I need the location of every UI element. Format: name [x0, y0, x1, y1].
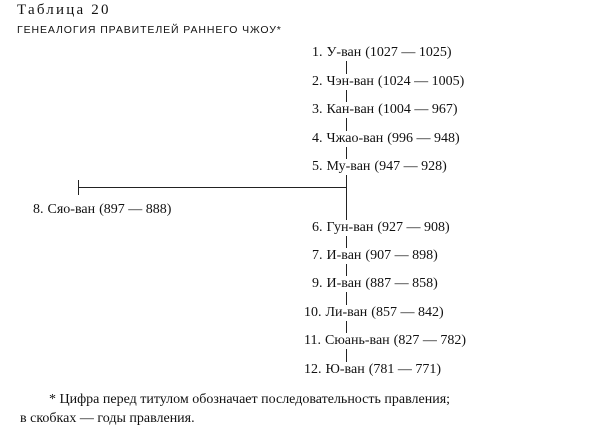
ruler-number: 4.: [312, 131, 323, 146]
ruler-years: (947 — 928): [374, 159, 447, 174]
ruler-number: 11.: [304, 333, 321, 348]
ruler-number: 10.: [304, 305, 322, 320]
ruler-years: (827 — 782): [393, 333, 466, 348]
ruler-name: И-ван: [326, 248, 362, 263]
footnote-line-2: в скобках — годы правления.: [20, 411, 195, 426]
ruler-name: Му-ван: [326, 159, 371, 174]
ruler-entry-5: [311, 159, 448, 175]
ruler-entry-3: [311, 102, 458, 118]
ruler-years: (927 — 908): [377, 220, 450, 235]
ruler-number: 5.: [312, 159, 323, 174]
ruler-years: (1027 — 1025): [365, 45, 452, 60]
ruler-number: 3.: [312, 102, 323, 117]
branch-horizontal-line: [78, 187, 347, 188]
ruler-number: 6.: [312, 220, 323, 235]
ruler-name: Чжао-ван: [326, 131, 384, 146]
ruler-years: (857 — 842): [371, 305, 444, 320]
ruler-entry-10: [303, 305, 445, 321]
ruler-entry-7: [311, 248, 439, 264]
ruler-name: Чэн-ван: [326, 74, 374, 89]
ruler-years: (897 — 888): [99, 202, 172, 217]
branch-vertical-tick: [78, 180, 79, 195]
ruler-name: Кан-ван: [326, 102, 375, 117]
ruler-name: И-ван: [326, 276, 362, 291]
ruler-years: (1024 — 1005): [377, 74, 465, 89]
table-title: ГЕНЕАЛОГИЯ ПРАВИТЕЛЕЙ РАННЕГО ЧЖОУ*: [17, 24, 282, 36]
ruler-entry-2: [311, 74, 465, 90]
ruler-years: (887 — 858): [365, 276, 438, 291]
ruler-name: Сяо-ван: [47, 202, 96, 217]
ruler-number: 1.: [312, 45, 323, 60]
ruler-number: 7.: [312, 248, 323, 263]
ruler-years: (1004 — 967): [378, 102, 458, 117]
ruler-entry-4: [311, 131, 461, 147]
ruler-number: 2.: [312, 74, 323, 89]
ruler-entry-1: [311, 45, 453, 61]
ruler-entry-11: [303, 333, 467, 349]
ruler-name: Гун-ван: [326, 220, 374, 235]
ruler-name: Ю-ван: [325, 362, 365, 377]
footnote: [20, 390, 569, 428]
table-number: Таблица 20: [17, 2, 111, 18]
ruler-number: 12.: [304, 362, 322, 377]
ruler-name: Ли-ван: [325, 305, 368, 320]
ruler-entry-8-branch: [32, 202, 172, 218]
ruler-entry-6: [311, 220, 451, 236]
footnote-line-1: * Цифра перед титулом обозначает последовательность правления;: [49, 392, 451, 407]
ruler-years: (781 — 771): [368, 362, 442, 377]
ruler-name: Сюань-ван: [324, 333, 390, 348]
ruler-years: (907 — 898): [365, 248, 438, 263]
ruler-entry-12: [303, 362, 442, 378]
ruler-years: (996 — 948): [387, 131, 460, 146]
ruler-name: У-ван: [326, 45, 362, 60]
ruler-number: 9.: [312, 276, 323, 291]
ruler-entry-9: [311, 276, 439, 292]
ruler-number: 8.: [33, 202, 44, 217]
